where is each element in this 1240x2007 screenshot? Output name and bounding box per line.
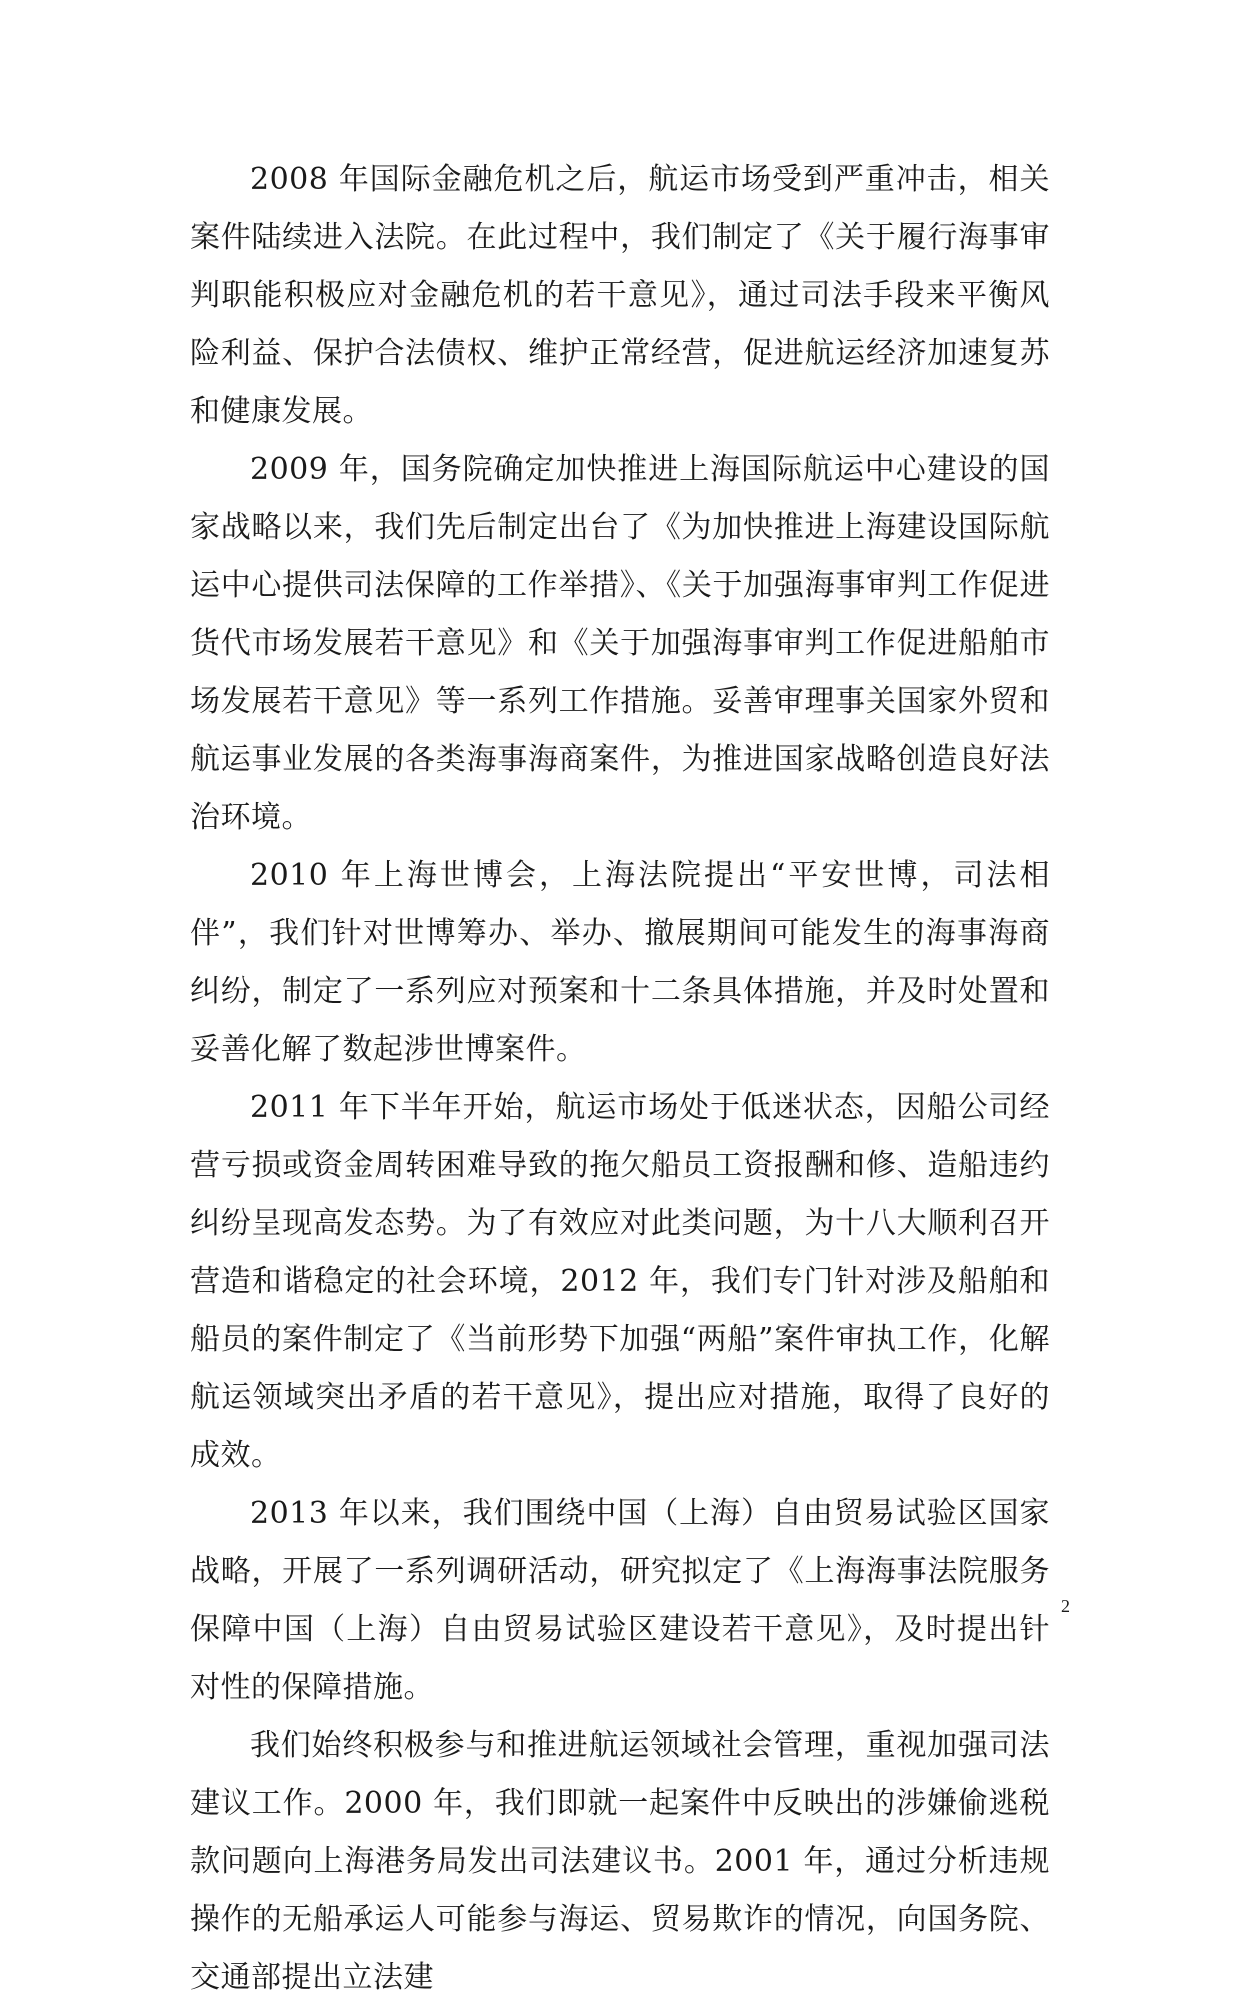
- paragraph-world-expo: 2010 年上海世博会，上海法院提出“平安世博，司法相伴”，我们针对世博筹办、举办、撤展期间可能发生的海事海商纠纷，制定了一系列应对预案和十二条具体措施，并及时处置和妥善化解了数起涉世博案件。: [190, 858, 1050, 1067]
- paragraph-shipping-center: 2009 年，国务院确定加快推进上海国际航运中心建设的国家战略以来，我们先后制定出台了《为加快推进上海建设国际航运中心提供司法保障的工作举措》、《关于加强海事审判工作促进货代市场发展若干意见》和《关于加强海事审判工作促进船舶市场发展若干意见》等一系列工作措施。妥善审理事关国家外贸和航运事业发展的各类海事海商案件，为推进国家战略创造良好法治环境。: [190, 452, 1050, 835]
- page-number: 2: [1061, 1596, 1070, 1616]
- paragraph-judicial-advice: 我们始终积极参与和推进航运领域社会管理，重视加强司法建议工作。2000 年，我们即就一起案件中反映出的涉嫌偷逃税款问题向上海港务局发出司法建议书。2001 年，通过分析违规操作的无船承运人可能参与海运、贸易欺诈的情况，向国务院、交通部提出立法建: [190, 1728, 1050, 1995]
- body-text: [190, 151, 1050, 2007]
- paragraph-shipping-downturn: 2011 年下半年开始，航运市场处于低迷状态，因船公司经营亏损或资金周转困难导致的拖欠船员工资报酬和修、造船违约纠纷呈现高发态势。为了有效应对此类问题，为十八大顺利召开营造和谐稳定的社会环境，2012 年，我们专门针对涉及船舶和船员的案件制定了《当前形势下加强“两船”案件审执工作，化解航运领域突出矛盾的若干意见》，提出应对措施，取得了良好的成效。: [190, 1090, 1050, 1473]
- paragraph-free-trade-zone: 2013 年以来，我们围绕中国（上海）自由贸易试验区国家战略，开展了一系列调研活动，研究拟定了《上海海事法院服务保障中国（上海）自由贸易试验区建设若干意见》，及时提出针对性的保障措施。: [190, 1496, 1050, 1705]
- paragraph-financial-crisis: 2008 年国际金融危机之后，航运市场受到严重冲击，相关案件陆续进入法院。在此过程中，我们制定了《关于履行海事审判职能积极应对金融危机的若干意见》，通过司法手段来平衡风险利益、保护合法债权、维护正常经营，促进航运经济加速复苏和健康发展。: [190, 162, 1050, 429]
